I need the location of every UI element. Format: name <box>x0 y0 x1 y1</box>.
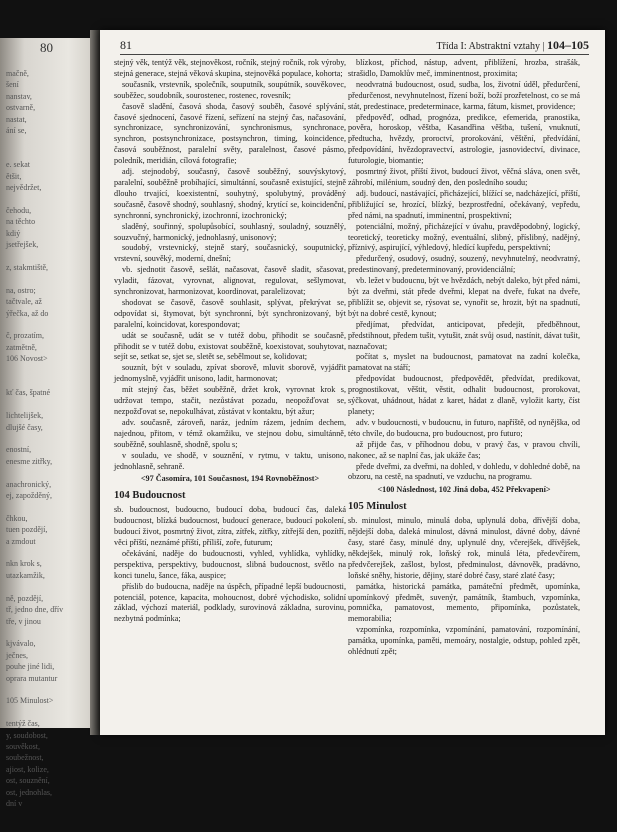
left-page-line: na, ostro; <box>6 285 36 295</box>
entry-paragraph: předpověď, odhad, prognóza, predikce, efemerida, pranostika, pověra, horoskop, věštba, Kasandřina věštba, tušení, vnuknutí, předtucha, hvězdy, proroctví, prorokování, věštění, předvídání, předpovídání, hvězdopravectví, astrologie, jasnovidectví, divinace, futurologie, biomantie; <box>348 112 580 166</box>
entry-paragraph: stejný věk, tentýž věk, stejnověkost, ročník, stejný ročník, rok výroby, stejná generace, stejná věková skupina, stejnověká populace, kohorta; <box>114 58 346 78</box>
left-page-line: kť čas, špatné <box>6 388 51 398</box>
left-page-line: oprara mutantur <box>6 673 58 683</box>
entry-paragraph: předpovídat budoucnost, předpovědět, předvídat, predikovat, prognostikovat, věštit, věstit, odhalit budoucnost, prorokovat, sýčkovat, uhádnout, hádat z karet, hádat z dlaně, vyložit karty, číst planety; <box>348 374 580 416</box>
entry-paragraph: souznít, být v souladu, zpívat sborově, mluvit sborově, vyjádřit jednomyslně, vyjádřit unisono, ladit, harmonovat; <box>114 363 346 384</box>
left-page-line: nastat, <box>6 114 27 124</box>
left-page-line <box>6 319 94 330</box>
entry-paragraph: sladěný, souřinný, spolupůsobící, souhlasný, souladný, souznělý, souzvučný, harmonický, jednohlasný, unisonový; <box>114 221 346 242</box>
entry-paragraph: současník, vrstevník, společník, souputník, soupútník, souvěkovec, souběžec, soudobník, sourostenec, rostenec, rovesník; <box>114 79 346 100</box>
entry-paragraph: mít stejný čas, běžet souběžně, držet krok, vyrovnat krok s, udržovat tempo, stačit, nezůstávat pozadu, neopožďovat se, nezpožďovat se, nepokulhávat, zůstávat v kontaktu, být ažur; <box>114 385 346 416</box>
cross-reference: <97 Časomíra, 101 Současnost, 194 Rovnoběžnost> <box>140 474 320 484</box>
page-number: 81 <box>120 38 132 52</box>
entry-paragraph: vzpomínka, rozpomínka, vzpomínání, pamatování, rozpomínání, památka, upomínka, paměti, memoáry, nostalgie, odstup, pohled zpět, ohlédnutí zpět; <box>348 625 580 657</box>
left-page-line: a zmdout <box>6 536 36 546</box>
left-page-line: ýřečka, až do <box>6 308 49 318</box>
left-page-line <box>6 684 94 695</box>
entry-paragraph: potenciální, možný, přicházející v úvahu, pravděpodobný, logický, teoretický, teoreticky možný, eventuální, slibný, příslibný, nadějný, příznivý, aspirující, výhledový, hledící kupředu, perspektivní; <box>348 221 580 253</box>
left-page-line: nejvědržet, <box>6 183 42 193</box>
entry-paragraph: shodovat se časově, časově souhlasit, splývat, překrývat se, odpovídat si, štymovat, být synchronní, být synchronizovaný, být paralelní, koincidovat, korespondovat; <box>114 297 346 329</box>
left-page-line: ječnes, <box>6 650 28 660</box>
entry-paragraph: časově sladění, časová shoda, časový souběh, časové splývání, časové sjednocení, časové řízení, seřízení na stejný čas, načasování, synchronizace, synchronizování, synchronismus, synchronace, synchron, postsynchronizace, postsynchron, timing, koincidence, časová souběžnost, paralelní světy, paralelnost, časové pásmo, poledník, meridián, cílová fotografie; <box>114 101 346 166</box>
entry-paragraph: blízkost, příchod, nástup, advent, přiblížení, hrozba, strašák, strašidlo, Damoklův meč, imminentnost, proximita; <box>348 58 580 78</box>
left-page-line: tř, jedno dne, dřív <box>6 605 64 615</box>
entry-paragraph: udát se současně, udát se v tutéž dobu, přihodit se současně, přihodit se v tutéž dobu, existovat souběžně, koexistovat, souhytovat, sejít se, setkat se, sjet se, sletět se, sebělmout se, kolidovat; <box>114 330 346 362</box>
section-heading-104: 104 Budoucnost <box>114 490 186 502</box>
entry-paragraph: soudobý, vrstevnický, stejně starý, současnický, souputnický, vrstevní, souvěký, moderní, dnešní; <box>114 243 346 264</box>
left-page-line: jsetřejšek, <box>6 240 39 250</box>
entry-paragraph: adj. stejnodobý, současný, časově souběžný, souvýskytový, paralelní, souběžně probíhající, simultánní, současně existující, stejně dlouho trvající, koexistentní, souhytný, spolubytný, prováděný současně, časově shodný, souhlasný, shodný, krytící se, koincidenční, synchronní, synchronický, izochronní, izochronický; <box>114 167 346 220</box>
left-page-line: ání se, <box>6 126 27 136</box>
left-page-line: y, soudobost, <box>6 730 48 740</box>
entry-paragraph: předurčený, osudový, osudný, souzený, nevyhnutelný, neodvratný, predestinovaný, predeterminovaný, providenciální; <box>348 254 580 275</box>
left-page-line: kdiý <box>6 228 21 238</box>
left-page-line: souvěkost, <box>6 741 40 751</box>
left-page-line: lichtelijšek, <box>6 411 44 421</box>
left-page-line <box>6 376 94 387</box>
left-page-line: e. sekat <box>6 160 30 170</box>
left-page-line: nkn krok s, <box>6 559 42 569</box>
left-page-line: dní v <box>6 799 23 808</box>
left-page-number: 80 <box>40 40 53 55</box>
left-page-line <box>6 467 94 478</box>
left-page-line <box>6 501 94 512</box>
left-page-line <box>6 365 94 376</box>
left-page-line: č, prozatím, <box>6 331 44 341</box>
running-head-title: Třída I: Abstraktní vztahy <box>436 41 540 52</box>
left-page-line: tuen pozdějí, <box>6 525 48 535</box>
left-page-line <box>6 821 94 832</box>
entry-paragraph: památka, historická památka, památeční předmět, upomínka, upomínkový předmět, suvenýr, památník, štambuch, vzpomínka, pomnička, pamatovost, memento, připomínka, pozůstatek, memorabilia; <box>348 581 580 624</box>
right-column <box>348 58 580 658</box>
entry-paragraph: sb. minulost, minulo, minulá doba, uplynulá doba, dřívější doba, nějdejší doba, daleká minulost, dávná minulost, dávné doby, dávné časy, staré časy, minulé dny, uplynulé dny, včerejšek, dřívějšek, někdejšek, minulý rok, loňský rok, minulá léta, předevčírem, předvčerejšek, zašlost, bylost, předminulost, dávnověk, pradávno, loňské sněhy, historie, dějiny, staré dobré časy, staré zlaté časy; <box>348 516 580 580</box>
left-page-line: čehodu, <box>6 205 32 215</box>
left-page-line: tře, v jinou <box>6 616 41 626</box>
left-page-line: tentýž čas, <box>6 719 40 729</box>
left-page-line: ně, pozdějí, <box>6 593 44 603</box>
left-page-line: enesme zitřky, <box>6 456 53 466</box>
left-page-line: na těchto <box>6 217 36 227</box>
left-page-line <box>6 809 94 820</box>
left-page-line: 106 Novost> <box>6 354 48 364</box>
entry-paragraph: přede dveřmi, za dveřmi, na dohled, v dohledu, v dohledné době, na obzoru, na cestě, na spadnutí, ve vzduchu, na programu. <box>348 461 580 482</box>
left-page-line: čhkou, <box>6 513 28 523</box>
entry-paragraph: adv. současně, zároveň, naráz, jedním rázem, jedním dechem, najednou, přitom, v témž okamžiku, ve stejnou dobu, simultánně, souběžně, souhlasně, shodně, spolu s; <box>114 417 346 449</box>
left-page-line: ostvarně, <box>6 103 36 113</box>
left-page-line: zatmětně, <box>6 342 37 352</box>
cross-reference: <100 Následnost, 102 Jiná doba, 452 Překvapení> <box>377 485 551 495</box>
entry-paragraph: počítat s, myslet na budoucnost, pamatovat na zadní kolečka, pamatovat na stáří; <box>348 352 580 373</box>
section-heading-105: 105 Minulost <box>348 501 407 513</box>
entry-paragraph: adj. budoucí, nastávající, přicházející, blížící se, nadcházející, příští, přibližující se, hrozící, blízký, bezprostřední, očekávaný, vepředu, před námi, na spadnutí, imminentní, prospektivní; <box>348 188 580 220</box>
left-page-line: anachronický, <box>6 479 52 489</box>
page-header <box>120 36 589 55</box>
entry-paragraph: neodvratná budoucnost, osud, sudba, los, životní úděl, předurčení, předurčenost, nevyhnutelnost, řízení boží, boží prozřetelnost, co se má stát, predestinace, predeterminace, karma, fátum, kismet, providence; <box>348 79 580 111</box>
left-page-line: ajiost, kolize, <box>6 764 49 774</box>
left-page-text-fragments <box>6 68 94 832</box>
left-page-line: enostní, <box>6 445 32 455</box>
left-page-line: tačtvale, až <box>6 297 42 307</box>
right-page <box>100 30 605 735</box>
left-column <box>114 58 346 625</box>
entry-paragraph: až přijde čas, v příhodnou dobu, v pravý čas, v pravou chvíli, nakonec, až se naplní čas, jak ukáže čas; <box>348 439 580 460</box>
entry-paragraph: předjímat, předvídat, anticipovat, předejít, předběhnout, předstihnout, předem tušit, vytušit, znát svůj osud, nastínit, dávat tušit, naznačovat; <box>348 319 580 351</box>
left-page-edge <box>0 38 98 808</box>
left-page-line: ětšit, <box>6 171 22 181</box>
left-page-line: kjvávalo, <box>6 639 36 649</box>
left-page-line <box>6 148 94 159</box>
entry-paragraph: v souladu, ve shodě, v souznění, v rytmu, v taktu, unisono, jednohlasně, sehraně. <box>114 450 346 471</box>
left-page-line: šení <box>6 80 19 90</box>
left-page-line: 105 Minulost> <box>6 696 54 706</box>
left-page-line <box>6 547 94 558</box>
entry-paragraph: adv. v budoucnosti, v budoucnu, in futuro, napříště, od nynějška, od této chvíle, do budoucna, pro budoucnost, pro futuro; <box>348 417 580 438</box>
left-page-line <box>6 581 94 592</box>
left-page-line <box>6 193 94 204</box>
left-page-line: z, stakmtiště, <box>6 262 48 272</box>
left-page-line <box>6 273 94 284</box>
left-page-line <box>6 627 94 638</box>
left-page-line <box>6 433 94 444</box>
entry-paragraph: vb. sjednotit časově, sešlát, načasovat, časově sladit, sčasovat, vyladit, fázovat, vyrovnat, alignovat, regulovat, sešlymovat, synchronizovat, harmonizovat, koordinovat, paralelizovat; <box>114 265 346 297</box>
left-page-line: ej, zapožděný, <box>6 491 52 501</box>
entry-paragraph: sb. budoucnost, budoucno, budoucí doba, budoucí čas, daleká budoucnost, blízká budoucnost, budoucí generace, budoucí pokolení, budoucí život, posmrtný život, zítra, zítřek, zítřky, zítřejší den, pozítří, věci příští, neznámé příští, příliší, zoře, futurum; <box>114 505 346 547</box>
left-page-line: dlujšé časy, <box>6 422 43 432</box>
left-page-line: soubežnost, <box>6 753 44 763</box>
left-page-line: mačně, <box>6 69 29 78</box>
left-page-line <box>6 399 94 410</box>
left-page-line <box>6 136 94 147</box>
left-page-line <box>6 251 94 262</box>
running-head: Třída I: Abstraktní vztahy | 104–105 <box>436 38 589 52</box>
entry-paragraph: posmrtný život, příští život, budoucí život, věčná sláva, onen svět, záhrobí, milénium, soudný den, den posledního soudu; <box>348 167 580 187</box>
entry-paragraph: očekávání, naděje do budoucnosti, vyhled, vyhlídka, vyhlídky, perspektiva, perspektivy, budoucnost, slibná budoucnost, světlo na konci tunelu, šance, fáka, auspice; <box>114 548 346 580</box>
entry-paragraph: příslib do budoucna, naděje na úspěch, případné lepší budoucnosti, potenciál, potence, kapacita, mohoucnost, dobré východisko, solidní základ, výchozí materiál, podklady, surovinová základna, surovinu, nezbytná podmínka; <box>114 581 346 624</box>
left-page-line: nanstav, <box>6 91 32 101</box>
left-page-line: utazkamžik, <box>6 570 45 580</box>
entry-paragraph: vb. ležet v budoucnu, být ve hvězdách, nebýt daleko, být před námi, být za dveřmi, stát přede dveřmi, klepat na dveře, fukat na dveře, přiblížit se, objevit se, rýsovat se, vynořit se, hrozit, být na spadnutí, být na dobré cestě, kynout; <box>348 276 580 318</box>
left-page-line <box>6 707 94 718</box>
left-page-line: ost, souznění, <box>6 776 50 786</box>
left-page-line: pouhe jiné lidi, <box>6 662 55 672</box>
section-range: 104–105 <box>547 38 589 52</box>
left-page-line: ost, jednohlas, <box>6 787 52 797</box>
